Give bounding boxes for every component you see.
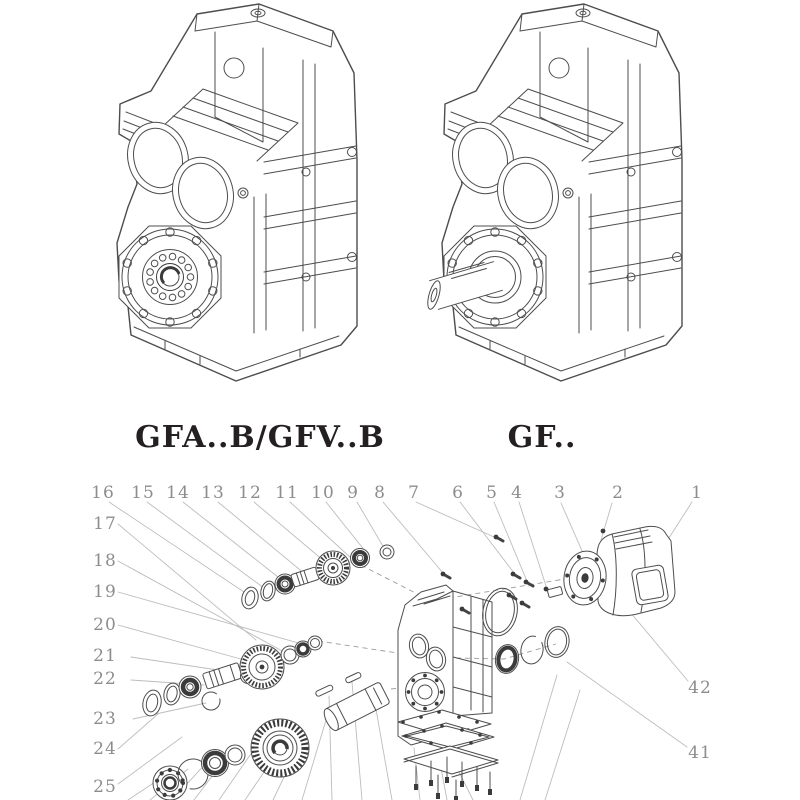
- callout-3: 3: [554, 483, 566, 503]
- callout-13: 13: [201, 483, 225, 503]
- callout-21: 21: [93, 646, 117, 666]
- callout-17: 17: [93, 514, 117, 534]
- figure-label-gfab-gfvb: GFA..B/GFV..B: [135, 420, 385, 455]
- callout-11: 11: [275, 483, 299, 503]
- callout-20: 20: [93, 615, 117, 635]
- callout-2: 2: [612, 483, 624, 503]
- callout-12: 12: [238, 483, 262, 503]
- callout-8: 8: [374, 483, 386, 503]
- figure-gfab-gfvb-drawing: [117, 4, 357, 381]
- bottom-cover-assembly: [402, 723, 498, 800]
- callout-7: 7: [408, 483, 420, 503]
- callout-numbers-top: [91, 483, 703, 503]
- callout-9: 9: [347, 483, 359, 503]
- callout-16: 16: [91, 483, 115, 503]
- callout-19: 19: [93, 582, 117, 602]
- callout-10: 10: [311, 483, 335, 503]
- callout-18: 18: [93, 551, 117, 571]
- callout-24: 24: [93, 739, 117, 759]
- callout-15: 15: [131, 483, 155, 503]
- intermediate-shaft-assembly: [140, 636, 322, 718]
- leader-lines-right: [567, 593, 688, 747]
- callout-14: 14: [166, 483, 190, 503]
- figure-label-gf: GF..: [507, 420, 577, 455]
- small-bolts: [441, 535, 563, 613]
- callout-4: 4: [511, 483, 523, 503]
- callout-numbers-left: [93, 514, 117, 797]
- figure-gf-drawing: [425, 4, 682, 381]
- callout-6: 6: [452, 483, 464, 503]
- callout-1: 1: [691, 483, 703, 503]
- callout-23: 23: [93, 709, 117, 729]
- callout-22: 22: [93, 669, 117, 689]
- exploded-parts-diagram: [91, 483, 712, 800]
- callout-41: 41: [688, 743, 712, 763]
- callout-numbers-right: [688, 678, 712, 763]
- callout-25: 25: [93, 777, 117, 797]
- gear-housing: [398, 585, 492, 745]
- callout-5: 5: [486, 483, 498, 503]
- callout-42: 42: [688, 678, 712, 698]
